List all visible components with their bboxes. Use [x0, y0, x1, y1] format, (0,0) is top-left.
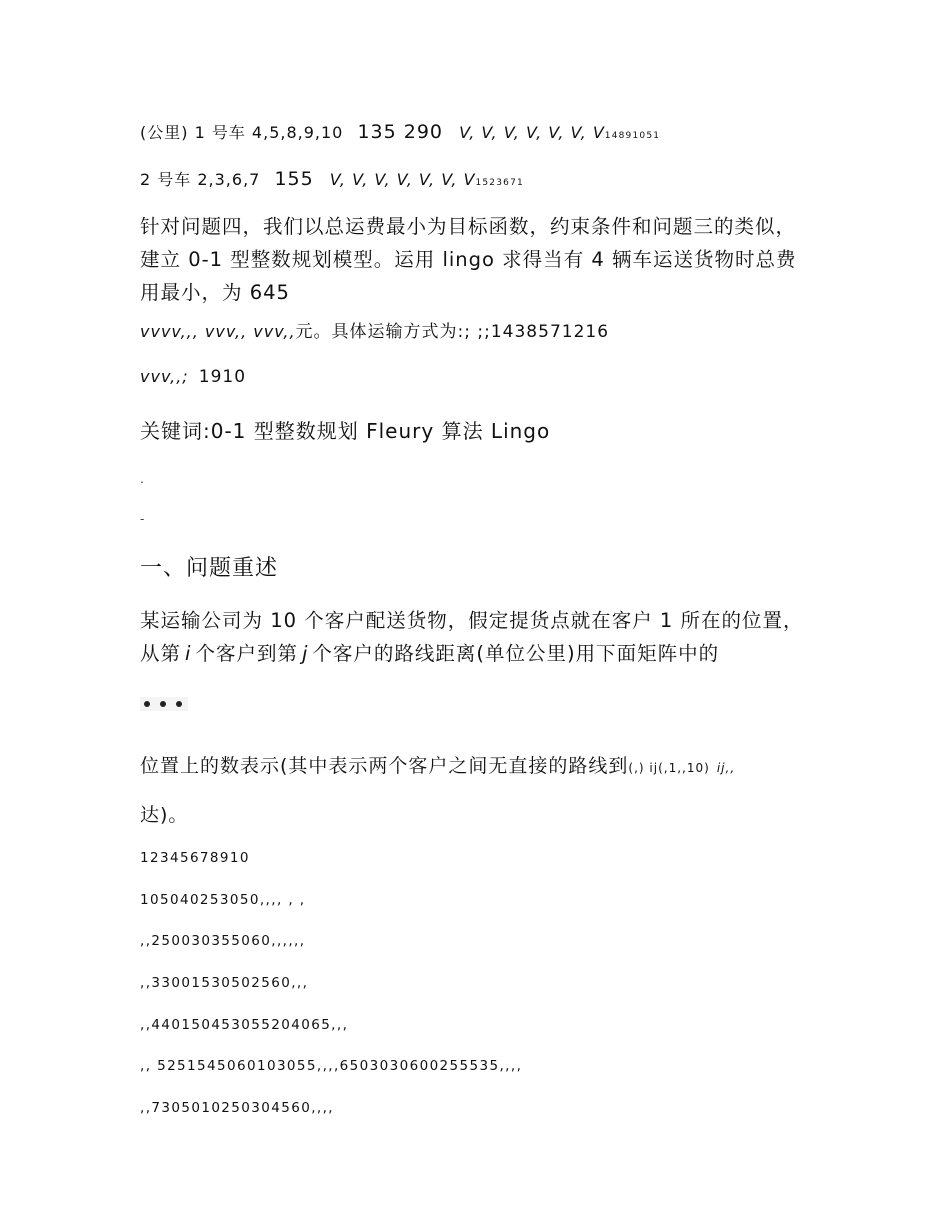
matrix-row-header: 12345678910	[140, 850, 250, 866]
line-2-part-c: 个客户的路线距离(单位公里)用下面矩阵中的	[312, 642, 720, 665]
matrix-row-5-6: ,, 5251545060103055,,,,6503030600255535,,,,	[140, 1058, 523, 1074]
matrix-index-italic: ij,,	[716, 761, 736, 775]
transport-scheme-line	[140, 324, 609, 341]
matrix-row-3: ,,33001530502560,,,	[140, 975, 309, 991]
keywords-line: 关键词:0-1 型整数规划 Fleury 算法 Lingo	[140, 419, 551, 443]
matrix-description-line	[140, 757, 735, 776]
vehicle-2-subscripts: 1523671	[475, 178, 524, 188]
matrix-row-2: ,,250030355060,,,,,,	[140, 933, 306, 949]
vehicle-1-vars: V, V, V, V, V, V, V	[459, 123, 605, 142]
problem-4-line-1: 针对问题四，我们以总运费最小为目标函数，约束条件和问题三的类似，	[140, 215, 797, 238]
transport-scheme-text-2: 1910	[198, 367, 247, 387]
transport-scheme-line-2	[140, 369, 246, 386]
matrix-index-small: (,) ij(,1,,10)	[628, 761, 710, 775]
index-i: i	[185, 642, 192, 665]
vehicle-1-subscripts: 14891051	[604, 131, 661, 141]
problem-statement-paragraph	[140, 604, 820, 670]
transport-scheme-vars-2: vvv,,;	[140, 367, 189, 386]
line-2-part-b: 个客户到第	[195, 642, 298, 665]
vehicle-2-vars: V, V, V, V, V, V, V	[329, 170, 476, 189]
matrix-row-4: ,,440150453055204065,,,	[140, 1017, 349, 1033]
matrix-row-7: ,,7305010250304560,,,,	[140, 1100, 334, 1116]
problem-4-paragraph	[140, 210, 820, 309]
matrix-description-text: 位置上的数表示(其中表示两个客户之间无直接的路线到	[140, 755, 629, 777]
line-2-part-a: 从第	[140, 642, 182, 665]
problem-statement-line-1: 某运输公司为 10 个客户配送货物，假定提货点就在客户 1 所在的位置，	[140, 609, 804, 632]
stray-dash-mark: -	[140, 512, 145, 526]
matrix-description-end: 达)。	[140, 804, 189, 826]
problem-statement-line-2	[140, 637, 820, 670]
index-j: j	[301, 642, 309, 665]
vehicle-1-prefix: (公里) 1 号车 4,5,8,9,10	[140, 123, 344, 142]
vehicle-1-distances: 135 290	[357, 121, 444, 143]
matrix-dots-image	[140, 697, 188, 711]
vehicle-2-route-line	[140, 170, 524, 189]
vehicle-2-prefix: 2 号车 2,3,6,7	[140, 170, 261, 189]
section-title: 一、问题重述	[140, 556, 279, 581]
transport-scheme-text: 元。具体运输方式为:; ;;1438571216	[295, 322, 610, 342]
transport-scheme-vars: vvvv,,, vvv,, vvv,,	[140, 322, 296, 341]
matrix-row-1: 105040253050,,,, , ,	[140, 892, 306, 908]
vehicle-1-route-line	[140, 123, 660, 142]
problem-4-line-3: 用最小，为 645	[140, 281, 290, 304]
problem-4-line-2: 建立 0-1 型整数规划模型。运用 lingo 求得当有 4 辆车运送货物时总费	[140, 248, 797, 271]
stray-dot-mark: .	[140, 472, 144, 486]
vehicle-2-distance: 155	[274, 168, 314, 190]
